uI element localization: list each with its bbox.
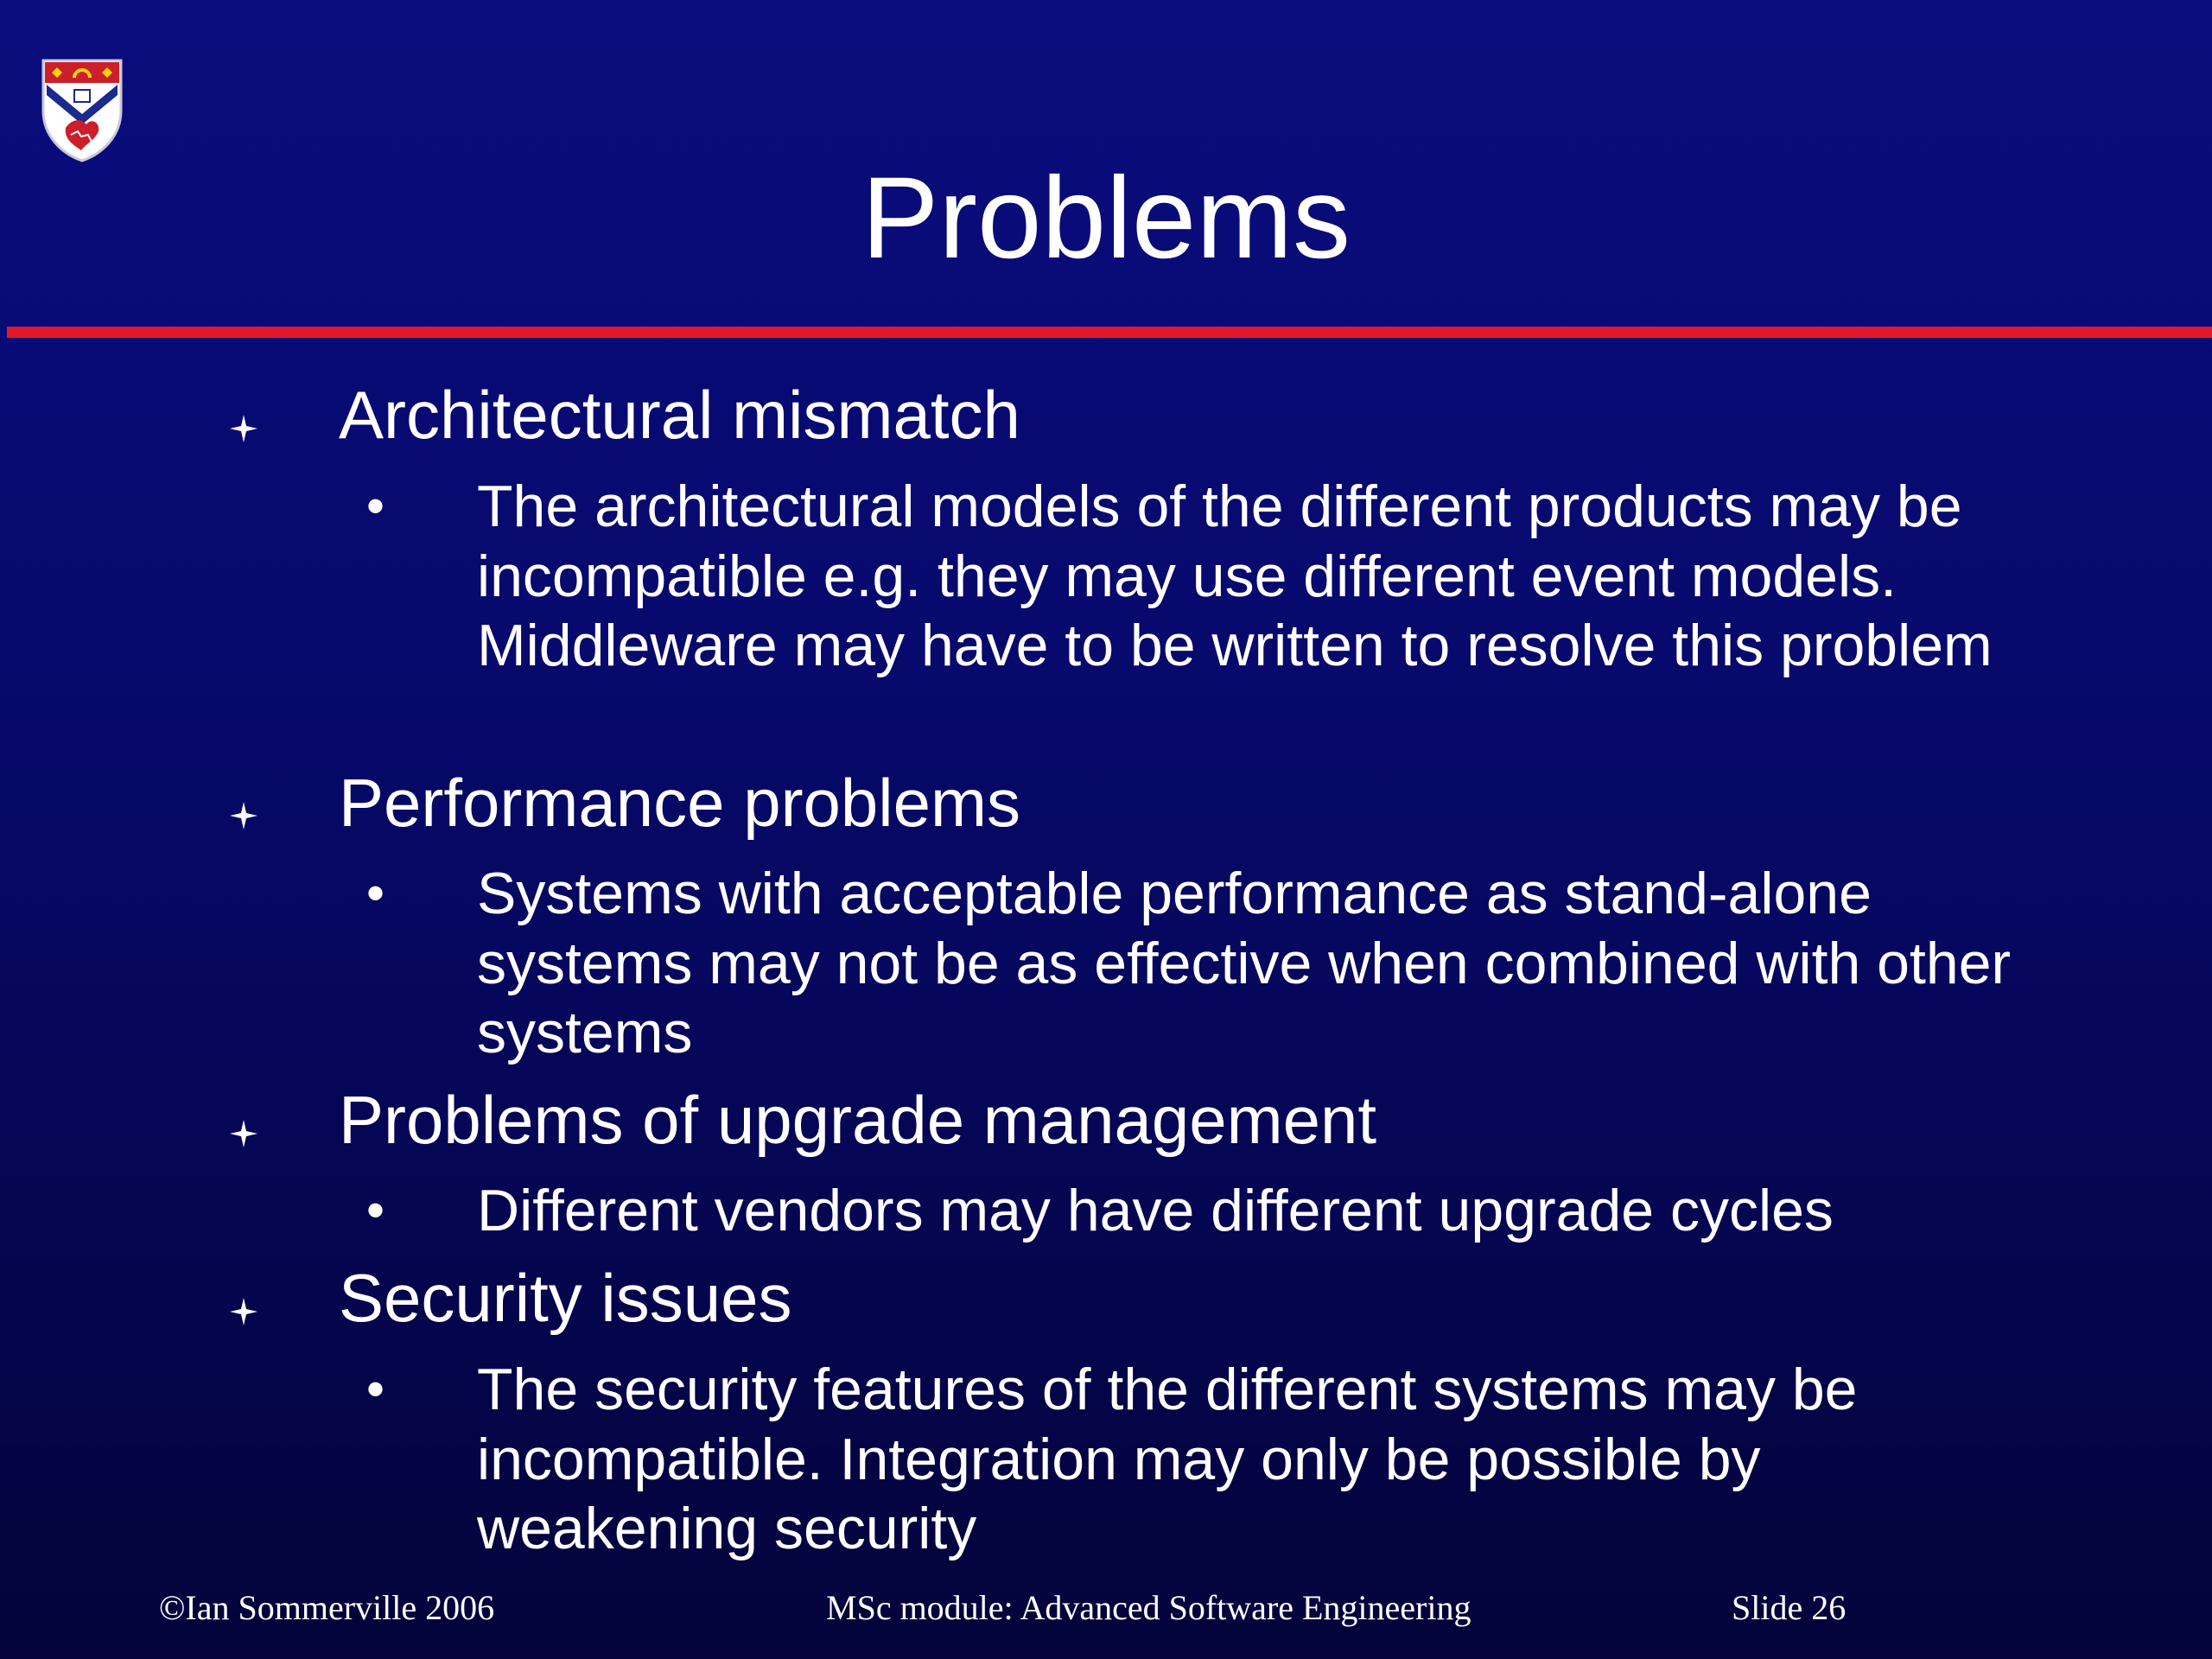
bullet-detail-3: Different vendors may have different upgrade cycles — [477, 1178, 1834, 1243]
footer-copyright: ©Ian Sommerville 2006 — [159, 1588, 495, 1627]
sub-bullet-marker: • — [366, 477, 385, 535]
four-point-star-icon — [226, 798, 261, 833]
bullet-detail-2: Systems with acceptable performance as stand-alone systems may not be as effective when combined with other systems — [477, 861, 2012, 1065]
bullet-detail-1: The architectural models of the different products may be incompatible e.g. they may use different event models. Middleware may have to be written to resolve this problem — [477, 474, 1993, 678]
bullet-heading-4: Security issues — [339, 1260, 792, 1336]
footer-module: MSc module: Advanced Software Engineering — [826, 1588, 1471, 1627]
four-point-star-icon — [226, 1294, 261, 1329]
bullet-detail-4: The security features of the different systems may be incompatible. Integration may only be possible by weakening security — [477, 1357, 1858, 1561]
four-point-star-icon — [226, 1116, 261, 1151]
bullet-heading-2: Performance problems — [339, 765, 1020, 841]
sub-bullet-marker: • — [366, 1360, 385, 1418]
bullet-heading-3: Problems of upgrade management — [339, 1082, 1377, 1158]
footer-slide-number: Slide 26 — [1732, 1588, 1847, 1627]
slide-title: Problems — [861, 154, 1351, 283]
sub-bullet-marker: • — [366, 1181, 385, 1239]
four-point-star-icon — [226, 411, 261, 446]
sub-bullet-marker: • — [366, 864, 385, 922]
bullet-heading-1: Architectural mismatch — [339, 377, 1020, 453]
